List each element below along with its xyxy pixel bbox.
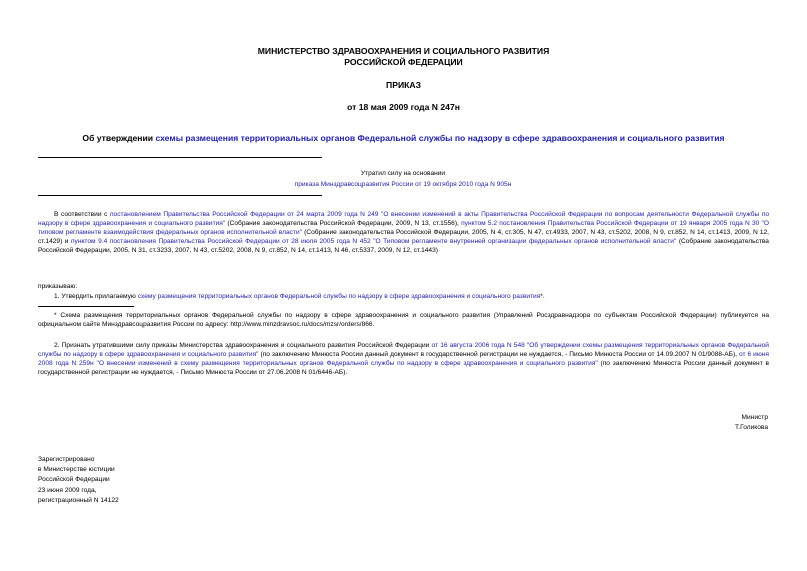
item-2-text-1: 2. Признать утратившими силу приказы Министерства здравоохранения и социального развития Российской Федерации [54,342,432,349]
item-2-link-order-259n[interactable]: от 6 июня 2008 года N 259н "О внесении изменений в схему размещения территориальных органов Федеральной службы по надзору в сфере здравоохранения и социального развития" [38,351,769,368]
preamble-text-3: (Собрание законодательства Российской Федерации, 2005, N 4, ст.305, N 47, ст.4933, 2007, N 43, ст.5202, 2008, N 9, ст.852, N 14, ст.1413, 2009, N 12, ст.1429) и [38,229,769,246]
item-1-prefix: 1. Утвердить прилагаемую [54,293,138,300]
preamble-text-2: (Собрание законодательства Российской Федерации, 2009, N 13, ст.1556), [225,220,462,228]
doc-date-number: от 18 мая 2009 года N 247н [347,102,460,112]
signature-name: Т.Голикова [734,424,768,431]
doc-title-prefix: Об утверждении [82,133,156,143]
signature-position: Министр [741,414,768,421]
registration-line-1: Зарегистрировано [38,456,95,463]
divider-bottom [38,195,322,196]
item-2-text-3: (по заключению Минюста России данный документ в государственной регистрации не нуждается, - Письмо Минюста России от 27.06.2008 N 01/6446-АБ). [38,360,769,377]
item-1-scheme-link[interactable]: схему размещения территориальных органов Федеральной службы по надзору в сфере здравоохранения и социального развития [137,293,541,300]
item-1-suffix: *. [540,293,545,300]
status-note-link[interactable]: приказа Минздравсоцразвития России от 19 октября 2010 года N 905н [294,181,512,188]
item-1 [54,292,545,301]
item-2-text-2: (по заключению Минюста России данный документ в государственной регистрации не нуждается, - Письмо Минюста России от 14.09.2007 N 01/9088-АБ), [258,351,739,359]
preamble-link-decree-30[interactable]: пунктом 5.2 постановления Правительства Российской Федерации от 19 января 2005 года N 30 "О типовом регламенте взаимодействия федеральных органов исполнительной власти" [38,220,769,237]
divider-top [38,157,322,158]
item-2 [38,341,769,377]
doc-title [40,133,767,143]
preamble-text-1: В соответствии с [54,211,110,218]
doc-title-link[interactable]: схемы размещения территориальных органов Федеральной службы по надзору в сфере здравоохранения и социального развития [155,133,725,143]
registration-line-3: Российской Федерации [38,476,110,483]
preamble-link-decree-452[interactable]: пунктом 9.4 постановления Правительства Российской Федерации от 28 июля 2005 года N 452 "О Типовом регламенте внутренней организации федеральных органов исполнительной власти" [70,238,677,246]
preamble-link-decree-249[interactable]: постановлением Правительства Российской Федерации от 24 марта 2009 года N 249 "О внесении изменений в акты Правительства Российской Федерации по вопросам деятельности Федеральной службы по надзору в сфере здравоохранения и социального развития" [38,211,770,228]
preamble-text-4: (Собрание законодательства Российской Федерации, 2005, N 31, ст.3233, 2007, N 43, ст.5202, 2008, N 9, ст.852, N 14, ст.1413, N 46, ст.5337, 2009, N 12, ст.1443) [38,238,769,255]
footnote: * Схема размещения территориальных органов Федеральной службы по надзору в сфере здравоохранения и социального развития (Управлений Росздравнадзора по субъектам Российской Федерации) публикуется на официальном сайте Минздравсоцразвития России по адресу: http://www.minzdravsoc.ru/docs/mzsr/orders/866. [38,312,769,329]
order-word: приказываю: [38,283,78,290]
status-note-link-wrap [240,180,566,189]
registration-line-5: регистрационный N 14122 [38,497,119,504]
preamble-paragraph [38,210,769,255]
footnote-divider [38,306,134,307]
ministry-name-line1: МИНИСТЕРСТВО ЗДРАВООХРАНЕНИЯ И СОЦИАЛЬНОГО РАЗВИТИЯ [257,46,550,56]
doc-type: ПРИКАЗ [386,80,421,90]
status-note-line: Утратил силу на основании [360,170,446,177]
registration-line-2: в Министерстве юстиции [38,466,115,473]
item-2-link-order-548[interactable]: от 16 августа 2006 года N 548 "Об утверждении схемы размещения территориальных органов Федеральной службы по надзору в сфере здравоохранения и социального развития" [38,342,769,359]
ministry-name-line2: РОССИЙСКОЙ ФЕДЕРАЦИИ [344,57,463,67]
registration-line-4: 23 июня 2009 года, [38,487,97,494]
